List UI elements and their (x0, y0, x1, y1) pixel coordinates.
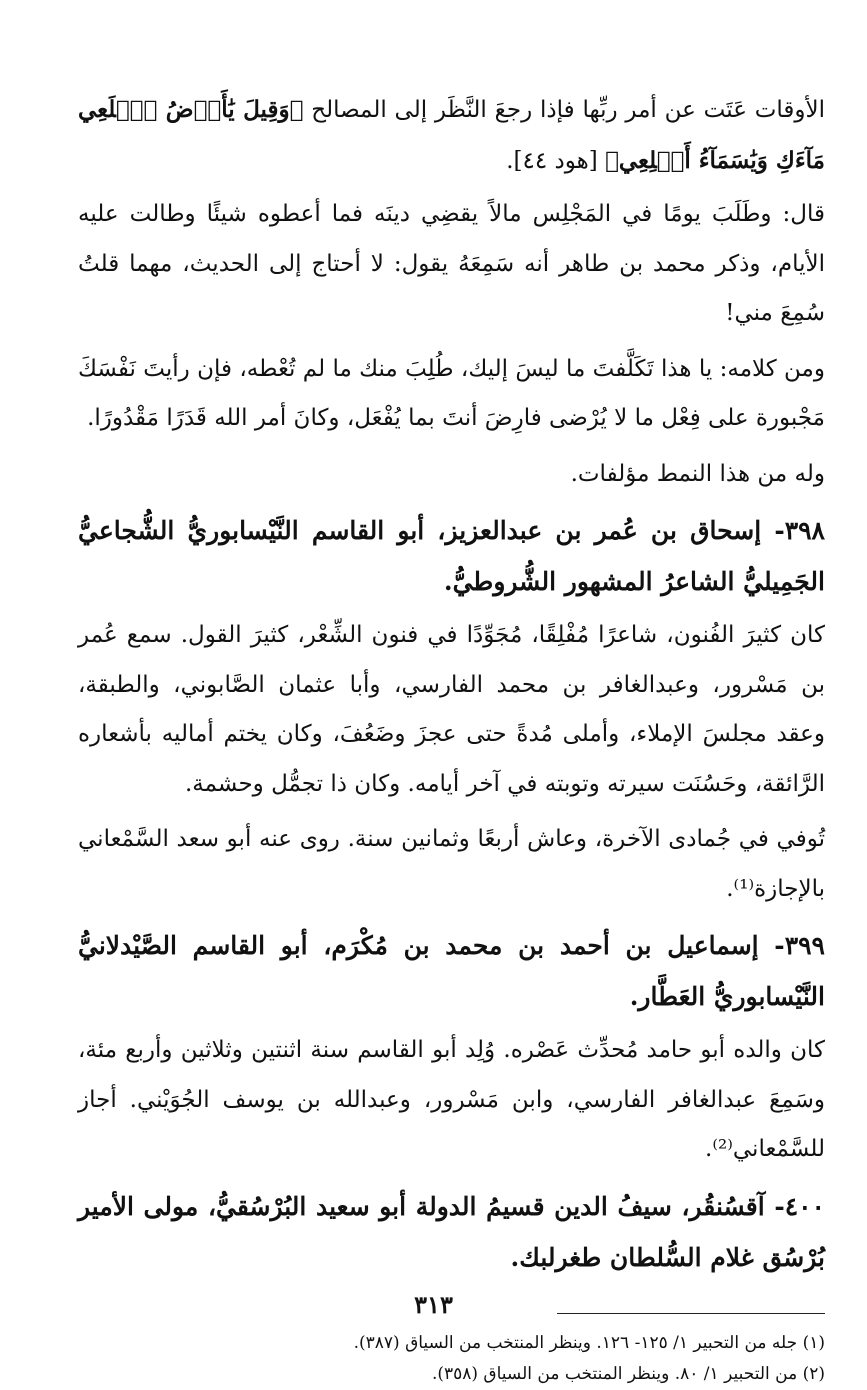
biography-entry-399 (78, 920, 825, 1175)
page-number: ٣١٣ (414, 1290, 453, 1319)
entry-heading: ٣٩٨- إسحاق بن عُمر بن عبدالعزيز، أبو القاسم النَّيْسابوريُّ الشُّجاعيُّ الجَمِيليُّ الشاعرُ المشهور الشُّروطيُّ. (78, 516, 825, 596)
footnote: (٢) من التحبير ١/ ٨٠. وينظر المنتخب من السياق (٣٥٨). (431, 1363, 825, 1384)
entry-heading: ٣٩٩- إسماعيل بن أحمد بن محمد بن مُكْرَم، أبو القاسم الصَّيْدلانيُّ النَّيْسابوريُّ العَطَّار. (78, 931, 825, 1011)
continuation-paragraph (78, 85, 825, 186)
paragraph-text-before: الأوقات عَتَت عن أمر ربِّها فإذا رجعَ النَّظَر إلى المصالح (303, 97, 826, 123)
footnote: (١) جله من التحبير ١/ ١٢٥- ١٢٦. وينظر المنتخب من السياق (٣٨٧). (353, 1332, 825, 1353)
paragraph: ومن كلامه: يا هذا تَكَلَّفتَ ما ليسَ إليك، طُلِبَ منك ما لم تُعْطه، فإن رأيتَ نَفْسَكَ مَجْبورة على فِعْل ما لا يُرْضى فارِضَ أنتَ بما يُفْعَل، وكانَ أمر الله قَدَرًا مَقْدُورًا. (78, 355, 825, 431)
footnotes (78, 1328, 825, 1390)
biography-entry-398 (78, 505, 825, 914)
paragraph: وله من هذا النمط مؤلفات. (570, 460, 825, 487)
entry-paragraph: تُوفي في جُمادى الآخرة، وعاش أربعًا وثمانين سنة. روى عنه أبو سعد السَّمْعاني بالإجازة⁽¹⁾. (78, 826, 825, 902)
paragraph: قال: وطَلَبَ يومًا في المَجْلِس مالاً يقضِي دينَه فما أعطوه شيئًا وطالت عليه الأيام، وذكر محمد بن طاهر أنه سَمِعَهُ يقول: لا أحتاج إلى الحديث، مهما قلتُ سُمِعَ مني! (78, 201, 825, 326)
quran-citation: [هود ٤٤]. (506, 147, 606, 174)
biography-entry-400 (78, 1181, 825, 1283)
entry-paragraph: كان كثيرَ الفُنون، شاعرًا مُفْلِقًا، مُجَوِّدًا في فنون الشِّعْر، كثيرَ القول. سمع عُمر بن مَسْرور، وعبدالغافر بن محمد الفارسي، وأبا عثمان الصَّابوني، والطبقة، وعقد مجلسَ الإملاء، وأملى مُدةً حتى عجزَ وضَعُفَ، وكان يختم أماليه بأشعاره الرَّائقة، وحَسُنَت سيرته وتوبته في آخر أيامه. وكان ذا تجمُّل وحشمة. (78, 622, 825, 797)
entry-heading: ٤٠٠- آقسُنقُر، سيفُ الدين قسيمُ الدولة أبو سعيد البُرْسُقيُّ، مولى الأمير بُرْسُق غلام السُّلطان طغرلبك. (78, 1191, 825, 1272)
quran-quote: ﴿وَقِيلَ يَٰأَرۡضُ ٱبۡلَعِي مَآءَكِ وَيَٰسَمَآءُ أَقۡلِعِي﴾ (78, 96, 825, 174)
entry-paragraph: كان والده أبو حامد مُحدِّث عَصْره. وُلِد أبو القاسم سنة اثنتين وثلاثين وأربع مئة، وسَمِعَ عبدالغافر الفارسي، وابن مَسْرور، وعبدالله بن يوسف الجُوَيْني. أجاز للسَّمْعاني⁽²⁾. (78, 1037, 825, 1162)
